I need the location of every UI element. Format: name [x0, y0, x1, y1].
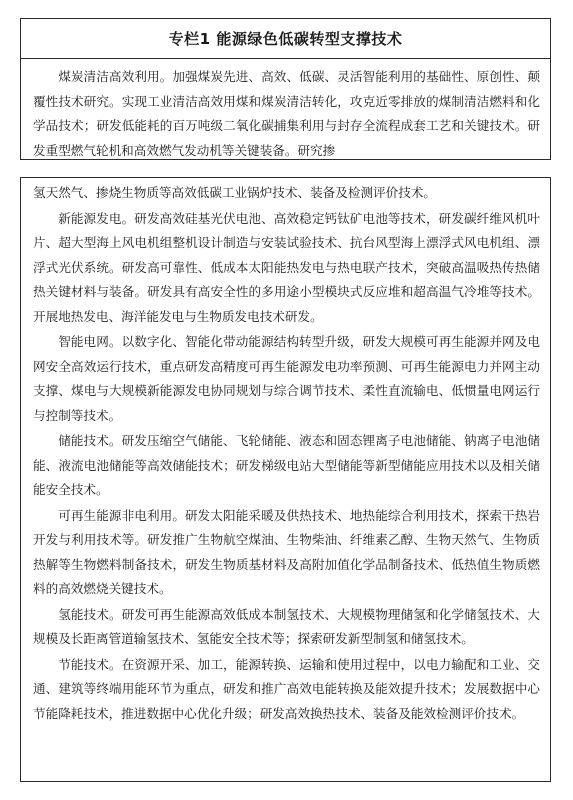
box-body-bottom — [21, 178, 550, 726]
column-box-bottom — [20, 177, 551, 782]
paragraph-renewable-non-power: 可再生能源非电利用。研发太阳能采暖及供热技术、地热能综合利用技术，探索干热岩开发与利用技术等。研发推广生物航空煤油、生物柴油、纤维素乙醇、生物天然气、生物质热解等生物燃料制备技术，研发生物质基材料及高附加值化学品制备技术、低热值生物质燃料的高效燃烧关键技术。 — [33, 507, 540, 596]
box-body-top — [21, 59, 550, 163]
paragraph-smart-grid: 智能电网。以数字化、智能化带动能源结构转型升级，研发大规模可再生能源并网及电网安全高效运行技术，重点研发高精度可再生能源发电功率预测、可再生能源电力并网主动支撑、煤电与大规模新能源发电协同规划与综合调节技术、柔性直流输电、低惯量电网运行与控制等技术。 — [33, 334, 540, 423]
paragraph-coal-clean-utilization: 煤炭清洁高效利用。加强煤炭先进、高效、低碳、灵活智能利用的基础性、原创性、颠覆性技术研究。实现工业清洁高效用煤和煤炭清洁转化，攻克近零排放的煤制清洁燃料和化学品技术；研发低能耗的百万吨级二氧化碳捕集利用与封存全流程成套工艺和关键技术。研发重型燃气轮机和高效燃气发动机等关键装备。研究掺 — [33, 69, 540, 158]
paragraph-energy-storage: 储能技术。研发压缩空气储能、飞轮储能、液态和固态锂离子电池储能、钠离子电池储能、液流电池储能等高效储能技术；研发梯级电站大型储能等新型储能应用技术以及相关储能安全技术。 — [33, 433, 540, 497]
paragraph-hydrogen: 氢能技术。研发可再生能源高效低成本制氢技术、大规模物理储氢和化学储氢技术、大规模及长距离管道输氢技术、氢能安全技术等；探索研发新型制氢和储氢技术。 — [33, 606, 540, 646]
column-box-top — [20, 18, 551, 160]
paragraph-continuation: 氢天然气、掺烧生物质等高效低碳工业锅炉技术、装备及检测评价技术。 — [33, 185, 436, 200]
paragraph-new-energy-power: 新能源发电。研发高效硅基光伏电池、高效稳定钙钛矿电池等技术，研发碳纤维风机叶片、超大型海上风电机组整机设计制造与安装试验技术、抗台风型海上漂浮式风电机组、漂浮式光伏系统。研发高可靠性、低成本太阳能热发电与热电联产技术，突破高温吸热传热储热关键材料与装备。研发具有高安全性的多用途小型模块式反应堆和超高温气冷堆等技术。开展地热发电、海洋能发电与生物质发电技术研发。 — [33, 210, 540, 324]
box-title: 专栏1 能源绿色低碳转型支撑技术 — [21, 19, 550, 59]
paragraph-energy-saving: 节能技术。在资源开采、加工，能源转换、运输和使用过程中，以电力输配和工业、交通、建筑等终端用能环节为重点，研发和推广高效电能转换及能效提升技术；发展数据中心节能降耗技术，推进数据中心优化升级；研发高效换热技术、装备及能效检测评价技术。 — [33, 656, 540, 721]
